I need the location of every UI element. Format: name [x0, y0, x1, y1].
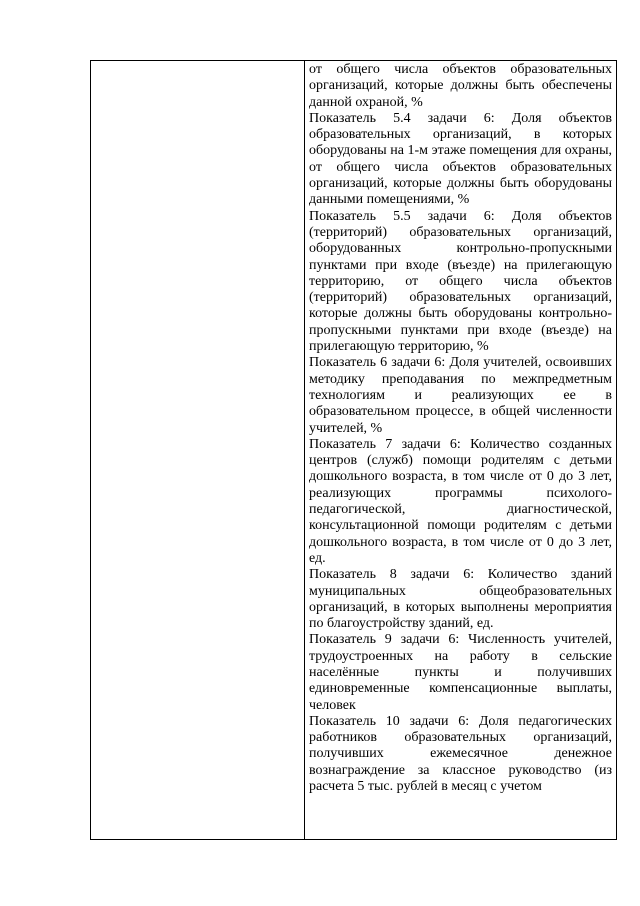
table-cell-right — [305, 61, 616, 839]
indicator-paragraph: от общего числа объектов образовательных организаций, которые должны быть обеспечены данной охраной, % — [309, 62, 612, 110]
indicator-paragraph: Показатель 10 задачи 6: Доля педагогических работников образовательных организаций, получивших ежемесячное денежное вознаграждение за классное руководство (из расчета 5 тыс. рублей в месяц с учетом — [309, 713, 612, 795]
indicator-paragraph: Показатель 5.5 задачи 6: Доля объектов (территорий) образовательных организаций, оборудованных контрольно-пропускными пунктами при входе (въезде) на прилегающую территорию, от общего числа объектов (территорий) образовательных организаций, которые должны быть оборудованы контрольно-пропускными пунктами при входе (въезде) на прилегающую территорию, % — [309, 208, 612, 355]
indicator-paragraph: Показатель 5.4 задачи 6: Доля объектов образовательных организаций, в которых оборудованы на 1-м этаже помещения для охраны, от общего числа объектов образовательных организаций, которые должны быть оборудованы данными помещениями, % — [309, 110, 612, 208]
indicator-paragraph: Показатель 7 задачи 6: Количество созданных центров (служб) помощи родителям с детьми дошкольного возраста, в том числе от 0 до 3 лет, реализующих программы психолого-педагогической, диагностической, консультационной помощи родителям с детьми дошкольного возраста, в том числе от 0 до 3 лет, ед. — [309, 436, 612, 566]
document-table — [90, 60, 617, 840]
indicator-paragraph: Показатель 8 задачи 6: Количество зданий муниципальных общеобразовательных организаций, в которых выполнены мероприятия по благоустройству зданий, ед. — [309, 567, 612, 632]
table-cell-left — [91, 61, 305, 839]
indicator-paragraph: Показатель 9 задачи 6: Численность учителей, трудоустроенных на работу в сельские населённые пункты и получивших единовременные компенсационные выплаты, человек — [309, 632, 612, 713]
indicator-paragraph: Показатель 6 задачи 6: Доля учителей, освоивших методику преподавания по межпредметным технологиям и реализующих ее в образовательном процессе, в общей численности учителей, % — [309, 355, 612, 436]
